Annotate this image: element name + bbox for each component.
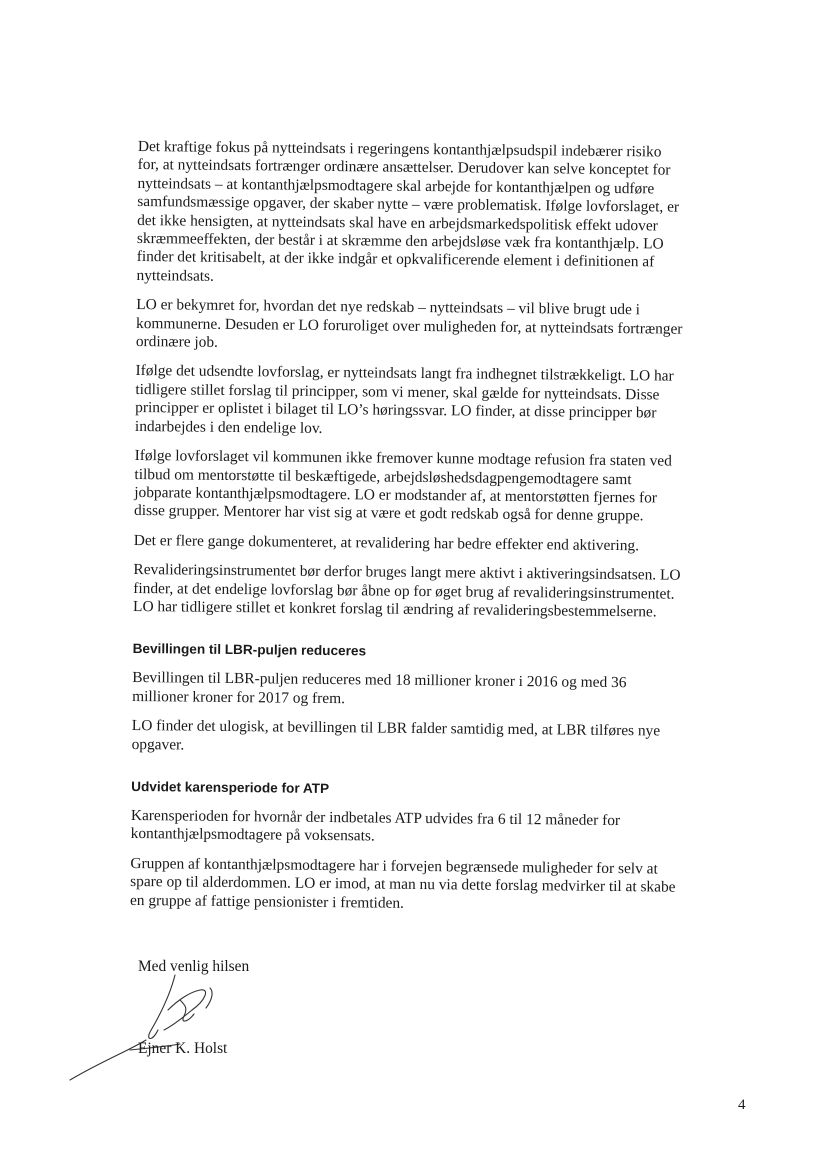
paragraph-revalidering-instrument: Revalideringsinstrumentet bør derfor bruges langt mere aktivt i aktiveringsindsatsen. LO finder, at det endelige lovforslag bør åbne op for øget brug af revalideringsinstrumentet. LO har tidligere stillet et konkret forslag til ændring af revalideringsbestemmelserne.: [133, 561, 681, 621]
letter-body: [130, 138, 686, 927]
page-number: 4: [738, 1097, 746, 1113]
paragraph-lbr-reduktion: Bevillingen til LBR-puljen reduceres med 18 millioner kroner i 2016 og med 36 millioner kroner for 2017 og frem.: [132, 669, 627, 707]
paragraph-revalidering-effekt: Det er flere gange dokumenteret, at revalidering har bedre effekter end aktivering.: [133, 531, 640, 554]
section-heading-atp: Udvidet karensperiode for ATP: [131, 778, 330, 797]
signatory-name: Ejner K. Holst: [138, 1040, 228, 1057]
closing-greeting: Med venlig hilsen: [138, 958, 250, 975]
paragraph-mentorstotte: Ifølge lovforslaget vil kommunen ikke fremover kunne modtage refusion fra staten ved tilbud om mentorstøtte til beskæftigede, arbejdsløshedsdagpengemodtagere samt jobparate kontanthjælpsmodtagere. LO er modstander af, at mentorstøtten fjernes for disse grupper. Mentorer har vist sig at være et godt redskab også for denne gruppe.: [134, 447, 672, 525]
paragraph-nytteindsats-fokus: Det kraftige fokus på nytteindsats i regeringens kontanthjælpsudspil indebærer risiko for, at nytteindsats fortrænger ordinære ansættelser. Derudover kan selve konceptet for nytteindsats – at kontanthjælpsmodtagere skal arbejde for kontanthjælpen og udføre samfundsmæssige opgaver, der skaber nytte – være problematisk. Ifølge lovforslaget, er det ikke hensigten, at nytteindsats skal have en arbejdsmarkedspolitisk effekt udover skræmmeeffekten, der består i at skræmme den arbejdsløse væk fra kontanthjælp. LO finder det kritisabelt, at der ikke indgår et opkvalificerende element i definitionen af nytteindsats.: [136, 138, 680, 285]
handwritten-signature: [60, 970, 240, 1085]
paragraph-nytteindsats-bekymring: LO er bekymret for, hvordan det nye redskab – nytteindsats – vil blive brugt ude i kommunerne. Desuden er LO foruroliget over muligheden for, at nytteindsats fortrænger ordinære job.: [135, 296, 683, 351]
paragraph-atp-karens: Karensperioden for hvornår der indbetales ATP udvides fra 6 til 12 måneder for kontanthjælpsmodtagere på voksensats.: [130, 806, 621, 845]
paragraph-lbr-ulogisk: LO finder det ulogisk, at bevillingen til LBR falder samtidig med, at LBR tilføres nye opgaver.: [131, 717, 661, 754]
section-heading-lbr: Bevillingen til LBR-puljen reduceres: [132, 641, 367, 659]
paragraph-nytteindsats-principper: Ifølge det udsendte lovforslag, er nytteindsats langt fra indhegnet tilstrækkeligt. LO har tidligere stillet forslag til principper, som vi mener, skal gælde for nytteindsats. Disse principper er oplistet i bilaget til LO’s høringssvar. LO finder, at disse principper bør indarbejdes i den endelige lov.: [134, 362, 674, 437]
paragraph-atp-pensionister: Gruppen af kontanthjælpsmodtagere har i forvejen begrænsede muligheder for selv at spare op til alderdommen. LO er imod, at man nu via dette forslag medvirker til at skabe en gruppe af fattige pensionister i fremtiden.: [129, 854, 676, 912]
